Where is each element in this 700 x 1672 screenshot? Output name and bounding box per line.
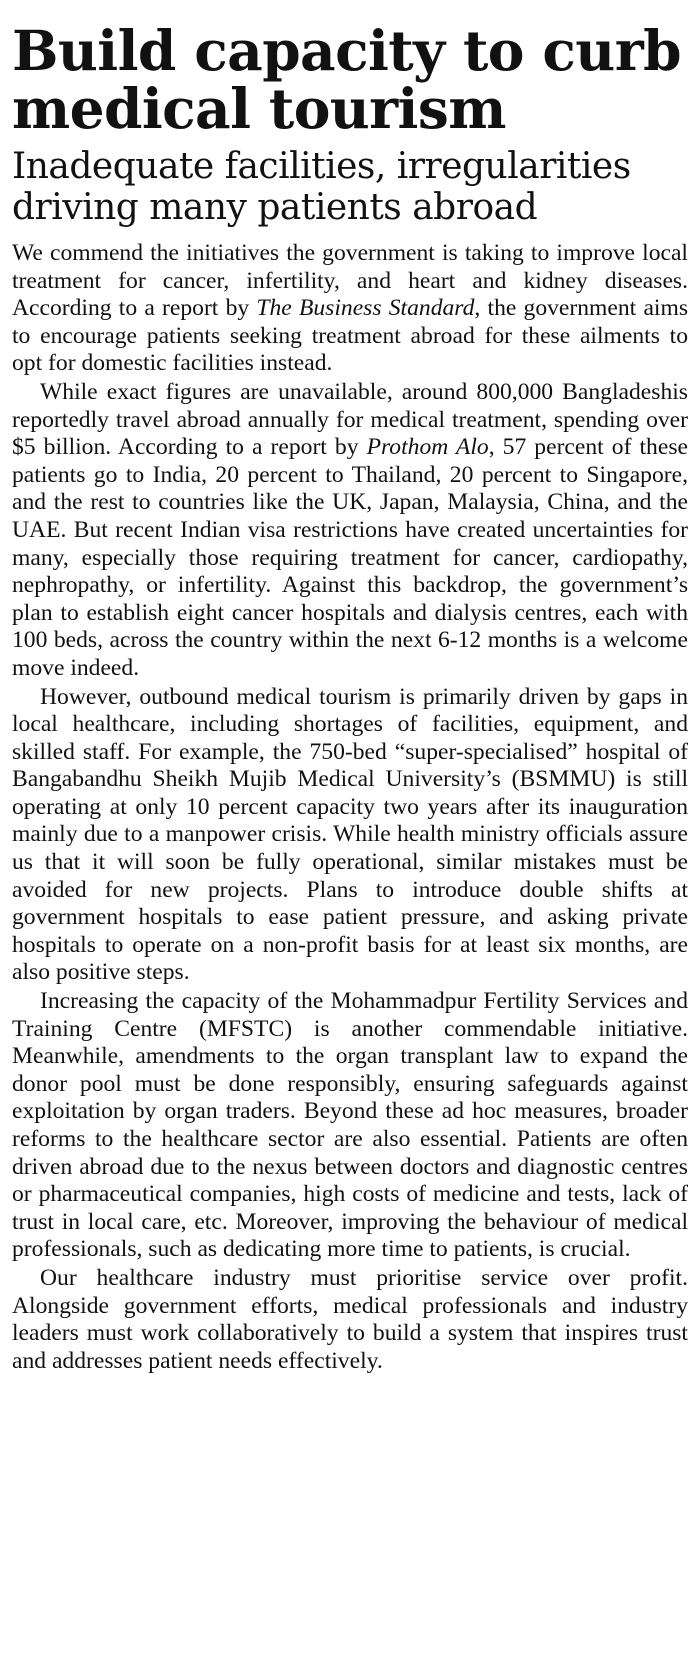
paragraph-1-text-b: , the government aims to encourage patients seeking treatment abroad for these ailments to opt for domestic facilities instead. (12, 295, 689, 377)
paragraph-4: Increasing the capacity of the Mohammadpur Fertility Services and Training Centre (MFSTC) is another commendable initiative. Meanwhile, amendments to the organ transplant law to expand the donor pool must be done responsibly, ensuring safeguards against exploitation by organ traders. Beyond these ad hoc measures, broader reforms to the healthcare sector are also essential. Patients are often driven abroad due to the nexus between doctors and diagnostic centres or pharmaceutical companies, high costs of medicine and tests, lack of trust in local care, etc. Moreover, improving the behaviour of medical professionals, such as dedicating more time to patients, is crucial. (12, 988, 688, 1263)
headline: Build capacity to curb medical tourism (12, 18, 681, 141)
source-the-business-standard: The Business Standard (256, 295, 475, 322)
paragraph-1-text-a: We commend the initiatives the government is taking to improve local treatment for cancer, infertility, and heart and kidney diseases. According to a report by (12, 240, 688, 322)
paragraph-3: However, outbound medical tourism is primarily driven by gaps in local healthcare, including shortages of facilities, equipment, and skilled staff. For example, the 750-bed “super-specialised” hospital of Bangabandhu Sheikh Mujib Medical University’s (BSMMU) is still operating at only 10 percent capacity two years after its inauguration mainly due to a manpower crisis. While health ministry officials assure us that it will soon be fully operational, similar mistakes must be avoided for new projects. Plans to introduce double shifts at government hospitals to ease patient pressure, and asking private hospitals to operate on a non-profit basis for at least six months, are also positive steps. (12, 683, 688, 986)
subheadline: Inadequate facilities, irregularities driving many patients abroad (12, 146, 631, 228)
paragraph-5: Our healthcare industry must prioritise service over profit. Alongside government efforts, medical professionals and industry leaders must work collaboratively to build a system that inspires trust and addresses patient needs effectively. (12, 1264, 688, 1374)
article-body (12, 240, 688, 1375)
paragraph-2-text-b: , 57 percent of these patients go to India, 20 percent to Thailand, 20 percent to Singapore, and the rest to countries like the UK, Japan, Malaysia, China, and the UAE. But recent Indian visa restrictions have created uncertainties for many, especially those requiring treatment for cancer, cardiopathy, nephropathy, or infertility. Against this backdrop, the government’s plan to establish eight cancer hospitals and dialysis centres, each with 100 beds, across the country within the next 6-12 months is a welcome move indeed. (12, 434, 688, 681)
paragraph-2-text-a: While exact figures are unavailable, around 800,000 Bangladeshis reportedly travel abroad annually for medical treatment, spending over $5 billion. According to a report by (12, 378, 688, 461)
paragraph-2 (12, 379, 688, 683)
paragraph-1 (12, 240, 688, 378)
source-prothom-alo: Prothom Alo (366, 434, 489, 461)
